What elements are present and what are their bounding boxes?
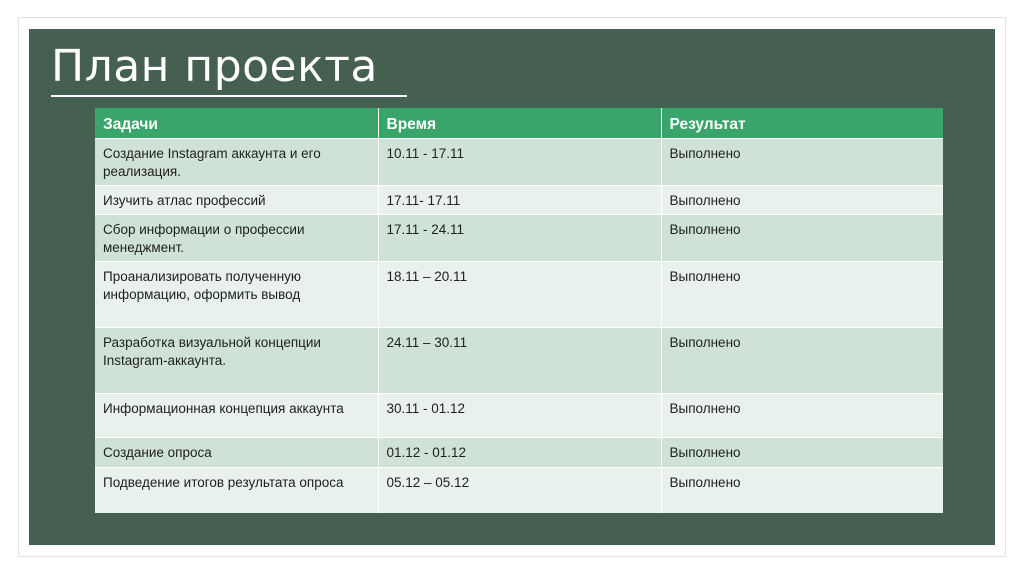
table-row	[95, 214, 943, 261]
time-cell: 24.11 – 30.11	[378, 327, 661, 393]
table-row	[95, 467, 943, 513]
result-cell: Выполнено	[661, 327, 943, 393]
time-cell: 30.11 - 01.12	[378, 393, 661, 437]
result-cell: Выполнено	[661, 185, 943, 214]
result-cell: Выполнено	[661, 261, 943, 327]
header-tasks: Задачи	[95, 108, 378, 138]
time-cell: 18.11 – 20.11	[378, 261, 661, 327]
time-cell: 01.12 - 01.12	[378, 437, 661, 467]
slide	[29, 29, 995, 545]
task-cell: Разработка визуальной концепции Instagram-аккаунта.	[95, 327, 378, 393]
time-cell: 05.12 – 05.12	[378, 467, 661, 513]
header-time: Время	[378, 108, 661, 138]
task-cell: Подведение итогов результата опроса	[95, 467, 378, 513]
task-cell: Проанализировать полученную информацию, оформить вывод	[95, 261, 378, 327]
table-row	[95, 327, 943, 393]
table-row	[95, 437, 943, 467]
table-row	[95, 393, 943, 437]
result-cell: Выполнено	[661, 214, 943, 261]
header-result: Результат	[661, 108, 943, 138]
table-row	[95, 261, 943, 327]
result-cell: Выполнено	[661, 393, 943, 437]
project-plan-table	[95, 108, 943, 513]
title-underline	[51, 95, 407, 97]
table-header-row	[95, 108, 943, 138]
table-row	[95, 138, 943, 185]
task-cell: Создание опроса	[95, 437, 378, 467]
time-cell: 17.11 - 24.11	[378, 214, 661, 261]
time-cell: 10.11 - 17.11	[378, 138, 661, 185]
task-cell: Изучить атлас профессий	[95, 185, 378, 214]
slide-title: План проекта	[51, 41, 378, 92]
task-cell: Создание Instagram аккаунта и его реализация.	[95, 138, 378, 185]
result-cell: Выполнено	[661, 437, 943, 467]
table-row	[95, 185, 943, 214]
task-cell: Сбор информации о профессии менеджмент.	[95, 214, 378, 261]
time-cell: 17.11- 17.11	[378, 185, 661, 214]
result-cell: Выполнено	[661, 138, 943, 185]
task-cell: Информационная концепция аккаунта	[95, 393, 378, 437]
result-cell: Выполнено	[661, 467, 943, 513]
